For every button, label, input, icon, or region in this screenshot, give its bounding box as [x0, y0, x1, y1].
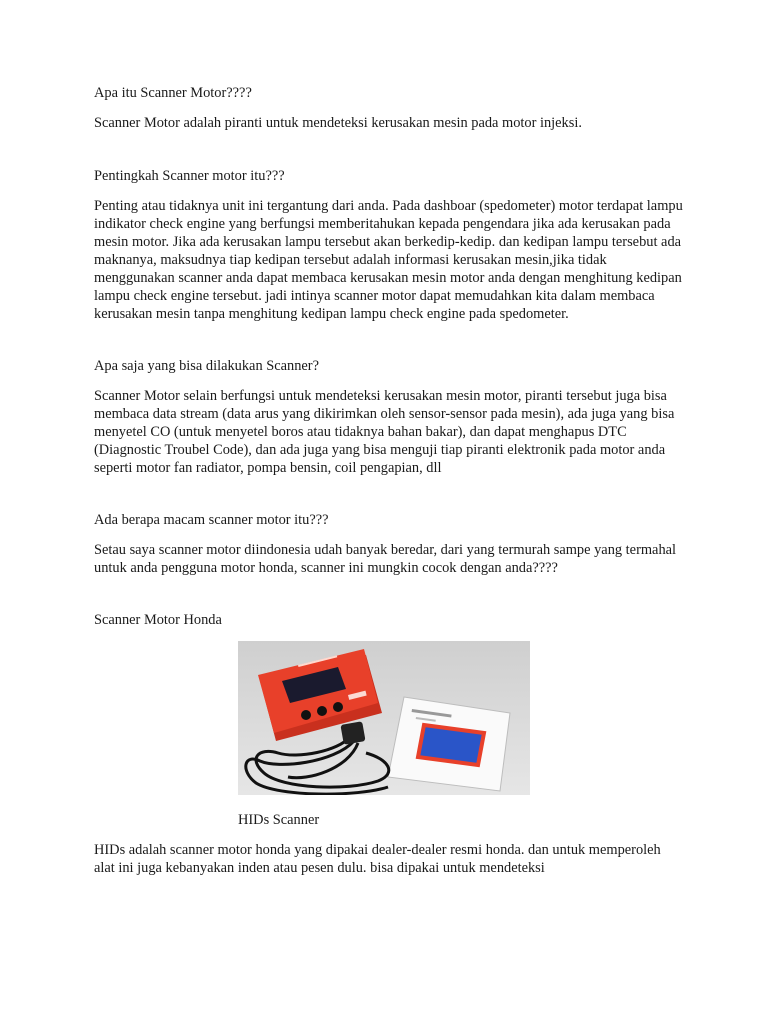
scanner-illustration	[238, 641, 530, 795]
answer-2: Penting atau tidaknya unit ini tergantung dari anda. Pada dashboar (spedometer) motor terdapat lampu indikator check engine yang berfungsi memberitahukan kepada pengendara jika ada kerusakan pada mesin motor. Jika ada kerusakan lampu tersebut akan berkedip-kedip. dan kedipan lampu tersebut ada maknanya, maksudnya tiap kedipan tersebut adalah informasi kerusakan mesin,jika tidak menggunakan scanner anda dapat membaca kerusakan mesin motor anda dengan menghitung kedipan lampu check engine tersebut. jadi intinya scanner motor dapat memudahkan kita dalam membaca kerusakan mesin tanpa menghitung kedipan lampu check engine pada spedometer.	[94, 198, 683, 322]
manual-booklet	[388, 697, 510, 791]
answer-1: Scanner Motor adalah piranti untuk mendeteksi kerusakan mesin pada motor injeksi.	[94, 115, 582, 131]
section-title: Scanner Motor Honda	[94, 612, 222, 628]
figure-caption: HIDs Scanner	[238, 812, 320, 828]
connector	[340, 721, 365, 745]
question-4: Ada berapa macam scanner motor itu???	[94, 512, 329, 528]
question-1: Apa itu Scanner Motor????	[94, 85, 252, 101]
answer-4: Setau saya scanner motor diindonesia udah banyak beredar, dari yang termurah sampe yang termahal untuk anda pengguna motor honda, scanner ini mungkin cocok dengan anda????	[94, 542, 677, 576]
question-3: Apa saja yang bisa dilakukan Scanner?	[94, 358, 319, 374]
answer-3: Scanner Motor selain berfungsi untuk mendeteksi kerusakan mesin motor, piranti tersebut juga bisa membaca data stream (data arus yang dikirimkan oleh sensor-sensor pada mesin), ada juga yang bisa menyetel CO (untuk menyetel boros atau tidaknya bahan bakar), dan dapat menghapus DTC (Diagnostic Troubel Code), dan ada juga yang bisa menguji tiap piranti elektronik pada motor anda seperti motor fan radiator, pompa bensin, coil pengapian, dll	[94, 388, 675, 476]
question-2: Pentingkah Scanner motor itu???	[94, 168, 285, 184]
answer-5: HIDs adalah scanner motor honda yang dipakai dealer-dealer resmi honda. dan untuk memperoleh alat ini juga kebanyakan inden atau pesen dulu. bisa dipakai untuk mendeteksi	[94, 842, 661, 876]
document-body	[94, 84, 684, 877]
scanner-photo	[238, 641, 530, 795]
